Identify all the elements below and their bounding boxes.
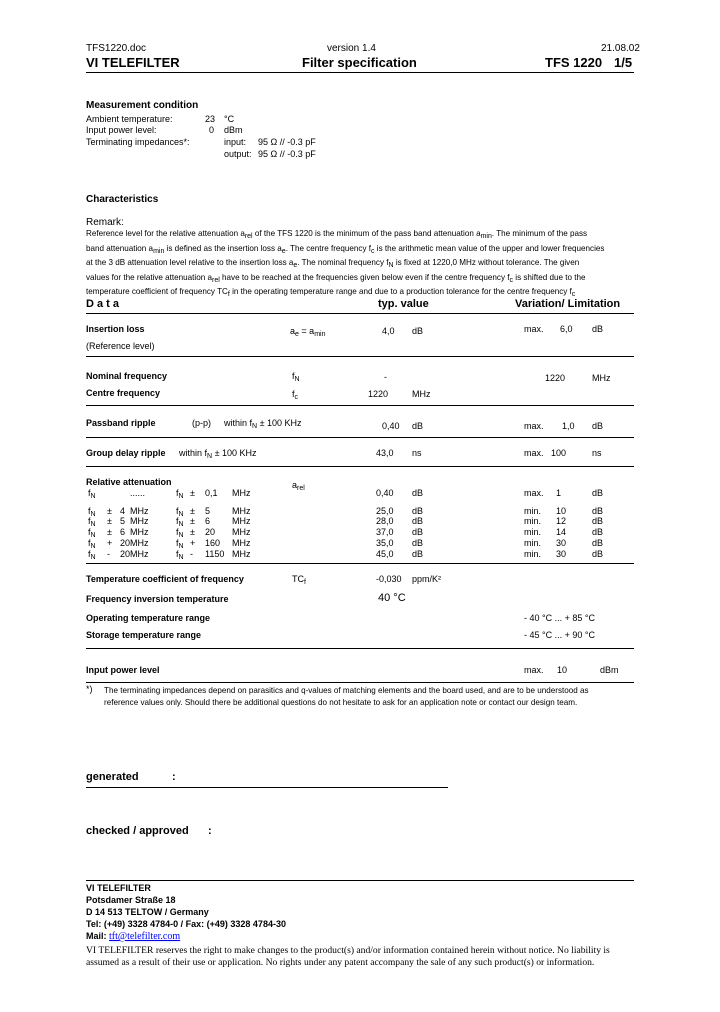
input-power-label: Input power level:	[86, 125, 157, 135]
input-power-lim-unit: dBm	[600, 665, 619, 675]
rel-row-lim: 12	[556, 516, 567, 526]
centre-freq-label: Centre frequency	[86, 388, 161, 398]
footer-mail-row: Mail: tft@telefilter.com	[86, 931, 181, 942]
remark-label: Remark:	[86, 217, 124, 228]
footer-company: VI TELEFILTER	[86, 883, 151, 893]
footnote-line2: reference values only. Should there be additional questions do not hesitate to ask for an application note or contact our design team.	[104, 698, 578, 707]
temp-coef-symbol: $TC_f$	[292, 574, 306, 586]
remark-text: Reference level for the relative attenuation $a_{rel}$ of the TFS 1220 is the minimum of the pass band attenuation $a_{min}$. The minimum of the pass band attenuation $a_{min}$ is defined as the insertion loss $a_e$. The centre frequency $f_c$ is the arithmetic mean value of the upper and lower frequencies at the 3 dB attenuation level relative to the insertion loss $a_e$. The nominal frequency $f_N$ is fixed at 1220,0 MHz without tolerance. The given values for the relative attenuation $a_{rel}$ have to be reached at the frequencies given below even if the centre frequency $f_c$ is shifted due to the temperature coefficient of frequency $TC_f$ in the operating temperature range and due to a production tolerance for the centre frequency $f_c$	[86, 229, 605, 298]
group-delay-lim-unit: ns	[592, 448, 602, 458]
term-output-label: output:	[224, 149, 252, 159]
temp-coef-typ: -0,030	[376, 574, 402, 584]
passband-ripple-typ: 0,40	[382, 421, 400, 431]
rel-row-unit2: MHz	[232, 506, 251, 516]
rel-row-typ: 25,0	[376, 506, 394, 516]
rel-row-lim-kind: min.	[524, 527, 542, 537]
input-power-lim: 10	[557, 665, 568, 675]
rel-row-fn: $f_N$	[88, 527, 96, 539]
characteristics-heading: Characteristics	[86, 194, 159, 205]
footer-disclaimer1: VI TELEFILTER reserves the right to make changes to the product(s) and/or information contained herein without notice. No liability is	[86, 945, 610, 956]
rule-1	[86, 356, 634, 357]
rel-row-op2: ±	[190, 527, 195, 537]
footer-disclaimer2: assumed as a result of their use or application. No rights under any patent accompany the sale of any such product(s) or information.	[86, 957, 595, 968]
rel-row-offset: 5	[120, 516, 126, 526]
footer-mail-link[interactable]: tft@telefilter.com	[109, 931, 181, 942]
footer-street: Potsdamer Straße 18	[86, 895, 176, 905]
rel-row-lim: 30	[556, 538, 567, 548]
rel-row-freq: 1150	[205, 549, 225, 559]
rel-row-unit2: MHz	[232, 488, 251, 498]
rel-att-label: Relative attenuation	[86, 477, 172, 487]
passband-ripple-within: within $f_N \pm 100$ KHz	[224, 418, 302, 430]
op-temp-lim: - 40 °C ... + 85 °C	[524, 613, 595, 623]
rel-row-unit1: MHz	[130, 549, 149, 559]
rel-row-fn2: $f_N$	[176, 549, 184, 561]
nominal-freq-lim-unit: MHz	[592, 373, 611, 383]
rel-row-lim-unit: dB	[592, 538, 604, 548]
rel-row-op2: ±	[190, 488, 195, 498]
rel-row-lim-unit: dB	[592, 549, 604, 559]
table-header-rule	[86, 313, 634, 314]
header-date: 21.08.02	[601, 43, 640, 54]
rel-row-typ-unit: dB	[412, 538, 424, 548]
rel-row-offset: 20	[120, 549, 131, 559]
rel-row-lim-unit: dB	[592, 488, 604, 498]
nominal-freq-symbol: $f_N$	[292, 371, 300, 383]
passband-ripple-lim-unit: dB	[592, 421, 604, 431]
rel-row-lim-kind: min.	[524, 506, 542, 516]
centre-freq-typ: 1220	[368, 389, 389, 399]
header-rule	[86, 72, 634, 73]
ambient-value: 23	[205, 114, 216, 124]
rel-row-typ: 0,40	[376, 488, 394, 498]
rel-row-unit1: MHz	[130, 538, 149, 548]
rel-row-lim-kind: min.	[524, 516, 542, 526]
op-temp-label: Operating temperature range	[86, 613, 211, 623]
rel-row-fn: $f_N$	[88, 549, 96, 561]
group-delay-label: Group delay ripple	[86, 448, 166, 458]
checked-label: checked / approved	[86, 825, 189, 837]
rel-row-lim-unit: dB	[592, 516, 604, 526]
rel-row-freq: 20	[205, 527, 216, 537]
input-power-value: 0	[209, 125, 215, 135]
rel-row-typ-unit: dB	[412, 516, 424, 526]
insertion-loss-lim-unit: dB	[592, 324, 604, 334]
centre-freq-typ-unit: MHz	[412, 389, 431, 399]
rel-row-fn: $f_N$	[88, 516, 96, 528]
checked-colon: :	[208, 825, 212, 837]
insertion-loss-symbol: $a_e = a_{min}$	[290, 326, 326, 338]
header-version: version 1.4	[327, 43, 376, 54]
rel-row-lim: 1	[556, 488, 562, 498]
passband-ripple-typ-unit: dB	[412, 421, 424, 431]
footer-city: D 14 513 TELTOW / Germany	[86, 907, 209, 917]
nominal-freq-typ: -	[384, 372, 387, 382]
temp-coef-typ-unit: ppm/K²	[412, 574, 442, 584]
rel-row-fn2: $f_N$	[176, 538, 184, 550]
header-filename: TFS1220.doc	[86, 43, 147, 54]
stor-temp-lim: - 45 °C ... + 90 °C	[524, 630, 595, 640]
rel-row-op2: ±	[190, 516, 195, 526]
centre-freq-symbol: $f_c$	[292, 389, 299, 401]
rel-row-unit2: MHz	[232, 549, 251, 559]
rel-att-symbol: $a_{rel}$	[292, 480, 305, 492]
insertion-loss-typ: 4,0	[382, 326, 395, 336]
group-delay-typ: 43,0	[376, 448, 394, 458]
rel-row-unit1: MHz	[130, 516, 149, 526]
rel-row-offset: 4	[120, 506, 126, 516]
rel-row-fn2: $f_N$	[176, 516, 184, 528]
rule-3	[86, 437, 634, 438]
generated-signature-line[interactable]	[86, 787, 448, 788]
rel-row-fn2: $f_N$	[176, 527, 184, 539]
measurement-heading: Measurement condition	[86, 100, 199, 111]
rel-row-freq: 0,1	[205, 488, 218, 498]
rel-row-lim-kind: min.	[524, 538, 542, 548]
rule-7	[86, 682, 634, 683]
rel-row-typ: 35,0	[376, 538, 394, 548]
terminating-label: Terminating impedances*:	[86, 137, 190, 147]
rel-row-fn: $f_N$	[88, 506, 96, 518]
rule-4	[86, 466, 634, 467]
group-delay-lim: 100	[551, 448, 567, 458]
passband-ripple-lim-kind: max.	[524, 421, 544, 431]
rel-row-fn2: $f_N$	[176, 488, 184, 500]
rel-row-offset: 6	[120, 527, 126, 537]
rel-row-freq: 6	[205, 516, 211, 526]
rel-row-op2: ±	[190, 506, 195, 516]
rel-row-op1: ±	[107, 516, 112, 526]
rel-row-lim-kind: min.	[524, 549, 542, 559]
ambient-unit: °C	[224, 114, 235, 124]
rel-row-typ-unit: dB	[412, 549, 424, 559]
rel-row-typ: 45,0	[376, 549, 394, 559]
header-title: Filter specification	[302, 55, 417, 70]
rel-row-freq: 160	[205, 538, 221, 548]
generated-label: generated	[86, 771, 139, 783]
rel-row-unit2: MHz	[232, 516, 251, 526]
rel-row-lim: 30	[556, 549, 567, 559]
nominal-freq-lim: 1220	[545, 373, 566, 383]
rule-2	[86, 405, 634, 406]
rel-row-typ-unit: dB	[412, 527, 424, 537]
rel-row-unit1: MHz	[130, 527, 149, 537]
footnote-line1: The terminating impedances depend on parasitics and q-values of matching elements and the board used, and are to be understood as	[104, 686, 589, 695]
header-page: 1/5	[614, 55, 633, 70]
rel-row-op1: -	[107, 549, 110, 559]
generated-colon: :	[172, 771, 176, 783]
rel-row-freq: 5	[205, 506, 211, 516]
rule-6	[86, 648, 634, 649]
rel-row-fn: $f_N$	[88, 538, 96, 550]
col-typ-header: typ. value	[378, 298, 429, 310]
term-input-value: 95 Ω // -0.3 pF	[258, 137, 316, 147]
rel-row-typ: 28,0	[376, 516, 394, 526]
reference-level-label: (Reference level)	[86, 341, 155, 351]
group-delay-typ-unit: ns	[412, 448, 422, 458]
ambient-label: Ambient temperature:	[86, 114, 173, 124]
rel-row-unit2: MHz	[232, 538, 251, 548]
insertion-loss-typ-unit: dB	[412, 326, 424, 336]
temp-coef-label: Temperature coefficient of frequency	[86, 574, 244, 584]
rel-row-lim-unit: dB	[592, 506, 604, 516]
term-output-value: 95 Ω // -0.3 pF	[258, 149, 316, 159]
rule-5	[86, 563, 634, 564]
rel-row-lim: 14	[556, 527, 567, 537]
header-company: VI TELEFILTER	[86, 55, 180, 70]
input-power-level-label: Input power level	[86, 665, 160, 675]
input-power-lim-kind: max.	[524, 665, 544, 675]
footer-rule	[86, 880, 634, 881]
stor-temp-label: Storage temperature range	[86, 630, 202, 640]
freq-inv-label: Frequency inversion temperature	[86, 594, 229, 604]
rel-row-fn: $f_N$	[88, 488, 96, 500]
insertion-loss-lim: 6,0	[560, 324, 573, 334]
rel-row-unit2: MHz	[232, 527, 251, 537]
group-delay-lim-kind: max.	[524, 448, 544, 458]
rel-row-op1: ±	[107, 527, 112, 537]
rel-row-op2: +	[190, 538, 196, 548]
rel-row-lim-unit: dB	[592, 527, 604, 537]
rel-row-unit1: ......	[130, 488, 146, 498]
passband-ripple-lim: 1,0	[562, 421, 575, 431]
term-input-label: input:	[224, 137, 247, 147]
col-var-header: Variation/ Limitation	[515, 298, 621, 310]
rel-row-typ-unit: dB	[412, 506, 424, 516]
rel-row-typ: 37,0	[376, 527, 394, 537]
insertion-loss-label: Insertion loss	[86, 324, 145, 334]
rel-row-lim-kind: max.	[524, 488, 544, 498]
group-delay-within: within $f_N \pm 100$ KHz	[179, 448, 257, 460]
rel-row-op1: ±	[107, 506, 112, 516]
rel-row-op1: +	[107, 538, 113, 548]
rel-row-fn2: $f_N$	[176, 506, 184, 518]
col-data-header: D a t a	[86, 298, 120, 310]
rel-row-offset: 20	[120, 538, 131, 548]
insertion-loss-lim-kind: max.	[524, 324, 544, 334]
input-power-unit: dBm	[224, 125, 243, 135]
rel-row-lim: 10	[556, 506, 567, 516]
nominal-freq-label: Nominal frequency	[86, 371, 168, 381]
rel-row-typ-unit: dB	[412, 488, 424, 498]
header-product: TFS 1220	[545, 55, 603, 70]
passband-ripple-label: Passband ripple	[86, 418, 156, 428]
passband-ripple-cond: (p-p)	[192, 418, 212, 428]
rel-row-op2: -	[190, 549, 193, 559]
freq-inv-typ: 40 °C	[378, 592, 406, 604]
rel-row-unit1: MHz	[130, 506, 149, 516]
footnote-mark: *)	[86, 684, 93, 694]
footer-phone: Tel: (+49) 3328 4784-0 / Fax: (+49) 3328 4784-30	[86, 919, 286, 929]
